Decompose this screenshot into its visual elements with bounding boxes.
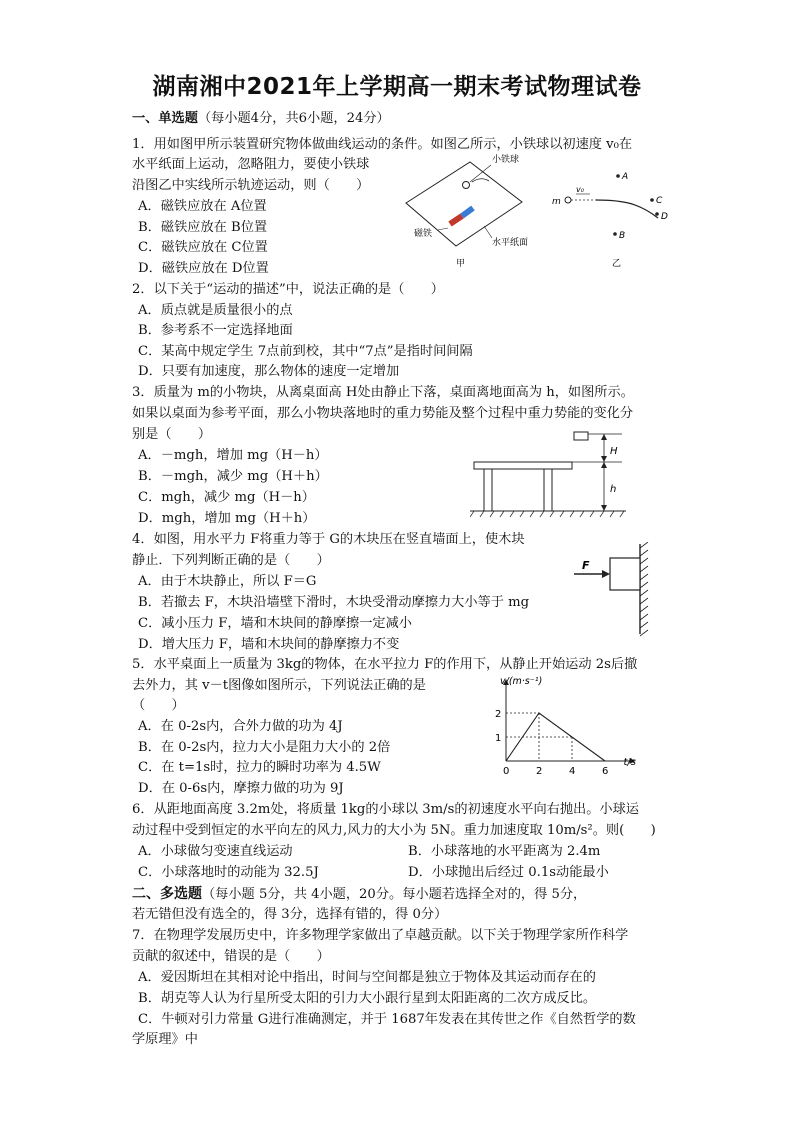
v0-label: v₀ bbox=[576, 185, 584, 194]
q7-stem-line2: 贡献的叙述中，错误的是（ ） bbox=[132, 949, 330, 964]
q6-option-b: B．小球落地的水平距离为 2.4m bbox=[408, 844, 601, 859]
q6-option-d: D．小球抛出后经过 0.1s动能最小 bbox=[408, 865, 609, 880]
q2-option-d: D．只要有加速度，那么物体的速度一定增加 bbox=[138, 364, 400, 379]
section-1-heading: 一、单选题 bbox=[132, 111, 198, 126]
section-2-note-line2: 若无错但没有选全的，得 3分，选择有错的，得 0分） bbox=[132, 907, 448, 922]
figure-jia-caption: 甲 bbox=[456, 259, 466, 269]
table-leg-left bbox=[484, 469, 492, 511]
q5-stem-line1: 5．水平桌面上一质量为 3kg的物体，在水平拉力 F的作用下，从静止开始运动 2s后撤 bbox=[132, 657, 638, 672]
q6-option-a: A．小球做匀变速直线运动 bbox=[138, 844, 293, 859]
section-1-header bbox=[132, 111, 390, 127]
height-h-label: h bbox=[610, 484, 617, 495]
q6-stem-line1: 6．从距地面高度 3.2m处，将质量 1kg的小球以 3m/s的初速度水平向右抛出。小球运 bbox=[132, 802, 639, 817]
ball-label: 小铁球 bbox=[492, 155, 520, 165]
q3-stem-line1: 3．质量为 m的小物块，从离桌面高 H处由静止下落，桌面离地面高为 h，如图所示。 bbox=[132, 385, 634, 400]
x-tick-label-2: 2 bbox=[536, 766, 543, 775]
q4-stem-line2: 静止．下列判断正确的是（ ） bbox=[132, 553, 330, 568]
magnet-shape bbox=[450, 208, 473, 224]
q7-stem-line1: 7．在物理学发展历史中，许多物理学家做出了卓越贡献。以下关于物理学家所作科学 bbox=[132, 928, 629, 943]
q1-figure-yi bbox=[552, 172, 668, 269]
q7-option-c-line1: C．牛顿对引力常量 G进行准确测定，并于 1687年发表在其传世之作《自然哲学的数 bbox=[138, 1012, 636, 1027]
point-c bbox=[650, 198, 654, 202]
axis-ticks bbox=[495, 709, 608, 775]
svg-text:C: C bbox=[656, 196, 663, 206]
q3-stem-line2: 如果以桌面为参考平面，那么小物块落地时的重力势能及整个过程中重力势能的变化分 bbox=[132, 406, 634, 421]
guide-lines bbox=[506, 713, 572, 761]
q1-option-a: A．磁铁应放在 A位置 bbox=[138, 199, 267, 214]
svg-text:A: A bbox=[622, 172, 629, 182]
q2-option-b: B．参考系不一定选择地面 bbox=[138, 323, 293, 338]
table-top-shape bbox=[474, 462, 572, 469]
iron-ball-shape bbox=[463, 182, 470, 189]
trajectory-curve bbox=[596, 200, 658, 218]
q7-option-b: B．胡克等人认为行星所受太阳的引力大小跟行星到太阳距离的二次方成反比。 bbox=[138, 991, 597, 1006]
q3-option-c: C．mgh，减少 mg（H－h） bbox=[138, 490, 315, 505]
q6-stem-line2: 动过程中受到恒定的水平向左的风力,风力的大小为 5N。重力加速度取 10m/s²。则( ) bbox=[132, 823, 656, 838]
q3-option-b: B．－mgh，减少 mg（H＋h） bbox=[138, 469, 328, 484]
x-axis-label: t/s bbox=[623, 757, 636, 768]
q2-option-a: A．质点就是质量很小的点 bbox=[138, 303, 293, 318]
q1-option-b: B．磁铁应放在 B位置 bbox=[138, 220, 268, 235]
q7-option-c-line2: 学原理》中 bbox=[132, 1032, 198, 1047]
q4-figure bbox=[570, 542, 660, 638]
section-2-note-line1: （每小题 5分，共 4小题，20分。每小题若选择全对的，得 5分， bbox=[202, 887, 587, 902]
q6-option-c: C．小球落地时的动能为 32.5J bbox=[138, 865, 319, 880]
section-2-heading: 二、多选题 bbox=[132, 886, 202, 902]
ball-direction-arrow bbox=[472, 179, 489, 182]
y-axis-label: v/(m·s⁻¹) bbox=[500, 676, 543, 687]
mass-label: m bbox=[552, 197, 561, 207]
figure-yi-caption: 乙 bbox=[612, 259, 622, 269]
wood-block-shape bbox=[610, 558, 640, 590]
y-tick-label-2: 2 bbox=[495, 709, 502, 720]
q2-option-c: C．某高中规定学生 7点前到校，其中“7点”是指时间间隔 bbox=[138, 344, 473, 359]
q3-figure bbox=[470, 428, 630, 524]
point-d bbox=[655, 212, 659, 216]
y-tick-label-1: 1 bbox=[495, 733, 502, 744]
svg-text:D: D bbox=[661, 212, 668, 222]
force-F-label: F bbox=[582, 559, 590, 572]
q4-stem-line1: 4．如图，用水平力 F将重力等于 G的木块压在竖直墙面上，使木块 bbox=[132, 532, 525, 547]
magnet-label: 磁铁 bbox=[414, 229, 433, 239]
q5-option-c: C．在 t=1s时，拉力的瞬时功率为 4.5W bbox=[138, 760, 381, 775]
wall-hatch bbox=[640, 542, 648, 636]
q5-option-d: D．在 0-6s内，摩擦力做的功为 9J bbox=[138, 781, 344, 796]
q4-option-d: D．增大压力 F，墙和木块间的静摩擦力不变 bbox=[138, 637, 400, 652]
q5-vt-chart bbox=[488, 675, 658, 775]
q1-option-d: D．磁铁应放在 D位置 bbox=[138, 261, 269, 276]
q1-option-c: C．磁铁应放在 C位置 bbox=[138, 240, 268, 255]
section-1-note: （每小题4分，共6小题，24分） bbox=[197, 111, 390, 126]
q1-figure-jia bbox=[406, 153, 528, 269]
point-a bbox=[616, 174, 620, 178]
q5-option-b: B．在 0-2s内，拉力大小是阻力大小的 2倍 bbox=[138, 740, 391, 755]
paper-label: 水平纸面 bbox=[492, 238, 529, 248]
q2-stem: 2．以下关于“运动的描述”中，说法正确的是（ ） bbox=[132, 282, 444, 297]
q4-option-c: C．减小压力 F，墙和木块间的静摩擦一定减小 bbox=[138, 616, 412, 631]
ball-shape bbox=[565, 197, 571, 203]
q1-stem-line2: 水平纸面上运动，忽略阻力，要使小铁球 bbox=[132, 157, 370, 172]
q4-option-a: A．由于木块静止，所以 F＝G bbox=[138, 574, 317, 589]
page-title: 湖南湘中2021年上学期高一期末考试物理试卷 bbox=[152, 74, 642, 100]
x-tick-label-0: 0 bbox=[503, 766, 510, 775]
q1-stem-line1: 1．用如图甲所示装置研究物体做曲线运动的条件。如图乙所示，小铁球以初速度 v₀在 bbox=[132, 137, 633, 152]
point-b bbox=[613, 232, 617, 236]
q1-figures bbox=[400, 148, 690, 270]
ground-hatch bbox=[470, 511, 624, 517]
q3-option-a: A．－mgh，增加 mg（H－h） bbox=[138, 448, 328, 463]
q3-option-d: D．mgh，增加 mg（H＋h） bbox=[138, 511, 316, 526]
table-leg-right bbox=[544, 469, 552, 511]
q5-stem-line3: （ ） bbox=[132, 698, 185, 713]
svg-text:B: B bbox=[619, 231, 626, 241]
q1-stem-line3: 沿图乙中实线所示轨迹运动，则（ ） bbox=[132, 178, 370, 193]
q4-option-b: B．若撤去 F，木块沿墙壁下滑时，木块受滑动摩擦力大小等于 mg bbox=[138, 595, 530, 610]
q3-stem-line3: 别是（ ） bbox=[132, 427, 212, 442]
q5-option-a: A．在 0-2s内，合外力做的功为 4J bbox=[138, 719, 343, 734]
block-shape bbox=[574, 432, 588, 440]
q5-stem-line2: 去外力，其 v－t图像如图所示，下列说法正确的是 bbox=[132, 678, 426, 693]
q7-option-a: A．爱因斯坦在其相对论中指出，时间与空间都是独立于物体及其运动而存在的 bbox=[138, 970, 596, 985]
section-2-header bbox=[132, 886, 586, 903]
x-tick-label-6: 6 bbox=[602, 766, 609, 775]
height-H-label: H bbox=[610, 446, 618, 457]
x-tick-label-4: 4 bbox=[569, 766, 576, 775]
